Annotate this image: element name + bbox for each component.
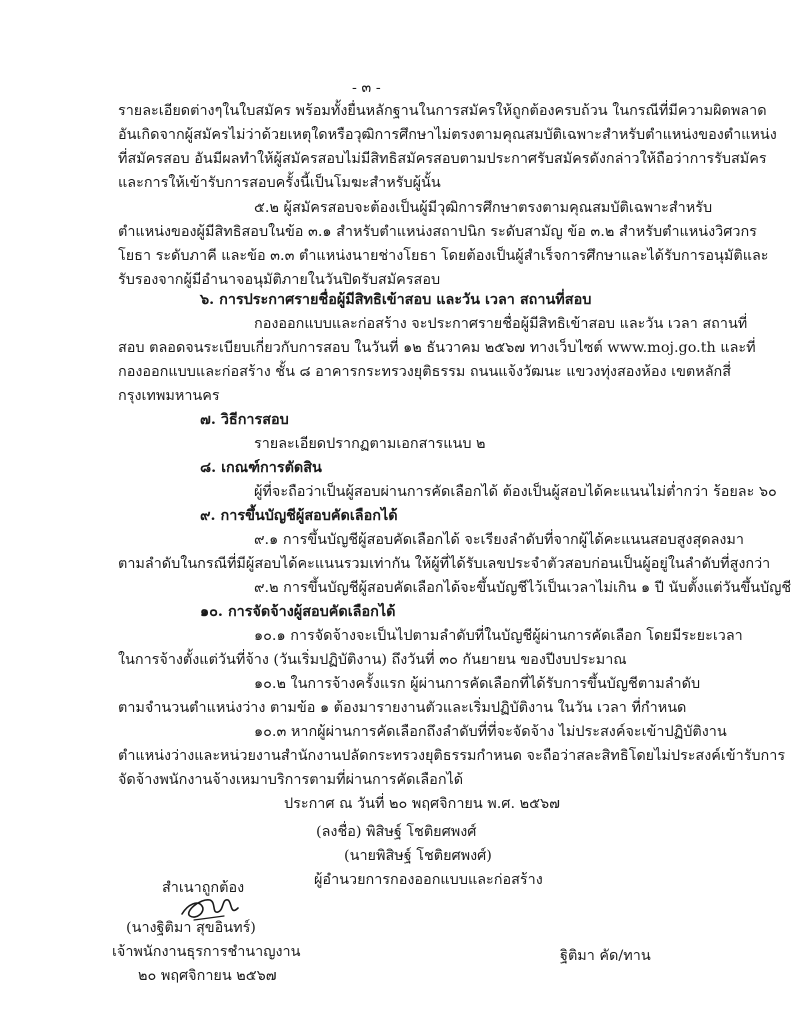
para-5-2-line-1: ๕.๒ ผู้สมัครสอบจะต้องเป็นผู้มีวุฒิการศึกษาตรงตามคุณสมบัติเฉพาะสำหรับ xyxy=(254,200,713,216)
section-10-line-7: จัดจ้างพนักงานจ้างเหมาบริการตามที่ผ่านการคัดเลือกได้ xyxy=(118,772,464,788)
section-6-line-1: กองออกแบบและก่อสร้าง จะประกาศรายชื่อผู้มีสิทธิเข้าสอบ และวัน เวลา สถานที่ xyxy=(254,316,748,332)
para-5-2-line-4: รับรองจากผู้มีอำนาจอนุมัติภายในวันปิดรับสมัครสอบ xyxy=(118,272,441,288)
certified-copy-position: เจ้าพนักงานธุรการชำนาญงาน xyxy=(112,944,301,960)
page-number: - ๓ - xyxy=(352,80,381,96)
signer-full-name: (นายพิสิษฐ์ โชติยศพงศ์) xyxy=(344,848,492,864)
para-5-2-line-2: ตำแหน่งของผู้มีสิทธิสอบในข้อ ๓.๑ สำหรับตำแหน่งสถาปนิก ระดับสามัญ ข้อ ๓.๒ สำหรับตำแหน่งวิศวกร xyxy=(118,224,757,240)
section-10-line-6: ตำแหน่งว่างและหน่วยงานสำนักงานปลัดกระทรวงยุติธรรมกำหนด จะถือว่าสละสิทธิโดยไม่ประสงค์เข้ารับการ xyxy=(118,748,786,764)
section-6-line-2: สอบ ตลอดจนระเบียบเกี่ยวกับการสอบ ในวันที่ ๑๒ ธันวาคม ๒๕๖๗ ทางเว็บไซต์ www.moj.go.th และที่ xyxy=(118,340,756,356)
para-5-1-line-2: อันเกิดจากผู้สมัครไม่ว่าด้วยเหตุใดหรือวุฒิการศึกษาไม่ตรงตามคุณสมบัติเฉพาะสำหรับตำแหน่งของตำแหน่ง xyxy=(118,127,777,143)
section-10-line-3: ๑๐.๒ ในการจ้างครั้งแรก ผู้ผ่านการคัดเลือกที่ได้รับการขึ้นบัญชีตามลำดับ xyxy=(254,676,701,692)
para-5-1-line-3: ที่สมัครสอบ อันมีผลทำให้ผู้สมัครสอบไม่มีสิทธิสมัครสอบตามประกาศรับสมัครดังกล่าวให้ถือว่าการรับสมัคร xyxy=(118,151,767,167)
section-9-line-1: ๙.๑ การขึ้นบัญชีผู้สอบคัดเลือกได้ จะเรียงลำดับที่จากผู้ได้คะแนนสอบสูงสุดลงมา xyxy=(254,532,744,548)
certified-copy-date: ๒๐ พฤศจิกายน ๒๕๖๗ xyxy=(138,968,277,984)
section-10-line-4: ตามจำนวนตำแหน่งว่าง ตามข้อ ๑ ต้องมารายงานตัวและเริ่มปฏิบัติงาน ในวัน เวลา ที่กำหนด xyxy=(118,700,687,716)
certified-copy-label: สำเนาถูกต้อง xyxy=(162,880,245,896)
section-8-line: ผู้ที่จะถือว่าเป็นผู้สอบผ่านการคัดเลือกได้ ต้องเป็นผู้สอบได้คะแนนไม่ต่ำกว่า ร้อยละ ๖๐ xyxy=(254,484,777,500)
section-10-line-5: ๑๐.๓ หากผู้ผ่านการคัดเลือกถึงลำดับที่ที่จะจัดจ้าง ไม่ประสงค์จะเข้าปฏิบัติงาน xyxy=(254,724,727,740)
signer-signed-line: (ลงชื่อ) พิสิษฐ์ โชติยศพงศ์ xyxy=(316,824,477,840)
section-9-line-2: ตามลำดับในกรณีที่มีผู้สอบได้คะแนนรวมเท่ากัน ให้ผู้ที่ได้รับเลขประจำตัวสอบก่อนเป็นผู้อยู่ในลำดับที่สูงกว่า xyxy=(118,556,771,572)
section-6-heading: ๖. การประกาศรายชื่อผู้มีสิทธิเข้าสอบ และวัน เวลา สถานที่สอบ xyxy=(200,291,592,308)
para-5-1-line-4: และการให้เข้ารับการสอบครั้งนี้เป็นโมฆะสำหรับผู้นั้น xyxy=(118,175,441,191)
section-10-line-1: ๑๐.๑ การจัดจ้างจะเป็นไปตามลำดับที่ในบัญชีผู้ผ่านการคัดเลือก โดยมีระยะเวลา xyxy=(254,628,743,644)
section-10-line-2: ในการจ้างตั้งแต่วันที่จ้าง (วันเริ่มปฏิบัติงาน) ถึงวันที่ ๓๐ กันยายน ของปีงบประมาณ xyxy=(118,652,627,668)
para-5-1-line-1: รายละเอียดต่างๆในใบสมัคร พร้อมทั้งยื่นหลักฐานในการสมัครให้ถูกต้องครบถ้วน ในกรณีที่มีความผิดพลาด xyxy=(118,103,767,119)
section-6-line-3: กองออกแบบและก่อสร้าง ชั้น ๘ อาคารกระทรวงยุติธรรม ถนนแจ้งวัฒนะ แขวงทุ่งสองห้อง เขตหลักสี่ xyxy=(118,364,732,380)
certified-copy-name: (นางฐิติมา สุขอินทร์) xyxy=(126,920,256,936)
section-10-heading: ๑๐. การจัดจ้างผู้สอบคัดเลือกได้ xyxy=(200,603,396,620)
section-8-heading: ๘. เกณฑ์การตัดสิน xyxy=(200,459,322,476)
section-6-line-4: กรุงเทพมหานคร xyxy=(118,388,220,404)
para-5-2-line-3: โยธา ระดับภาคี และข้อ ๓.๓ ตำแหน่งนายช่างโยธา โดยต้องเป็นผู้สำเร็จการศึกษาและได้รับการอนุมัติและ xyxy=(118,248,769,264)
section-9-heading: ๙. การขึ้นบัญชีผู้สอบคัดเลือกได้ xyxy=(200,507,398,524)
typist-note: ฐิติมา คัด/ทาน xyxy=(560,948,651,964)
announcement-date: ประกาศ ณ วันที่ ๒๐ พฤศจิกายน พ.ศ. ๒๕๖๗ xyxy=(284,796,560,812)
signer-position: ผู้อำนวยการกองออกแบบและก่อสร้าง xyxy=(314,872,543,888)
section-9-line-3: ๙.๒ การขึ้นบัญชีผู้สอบคัดเลือกได้จะขึ้นบัญชีไว้เป็นเวลาไม่เกิน ๑ ปี นับตั้งแต่วันขึ้นบัญชี xyxy=(254,580,791,596)
section-7-heading: ๗. วิธีการสอบ xyxy=(200,411,289,428)
section-7-line: รายละเอียดปรากฏตามเอกสารแนบ ๒ xyxy=(254,436,486,452)
